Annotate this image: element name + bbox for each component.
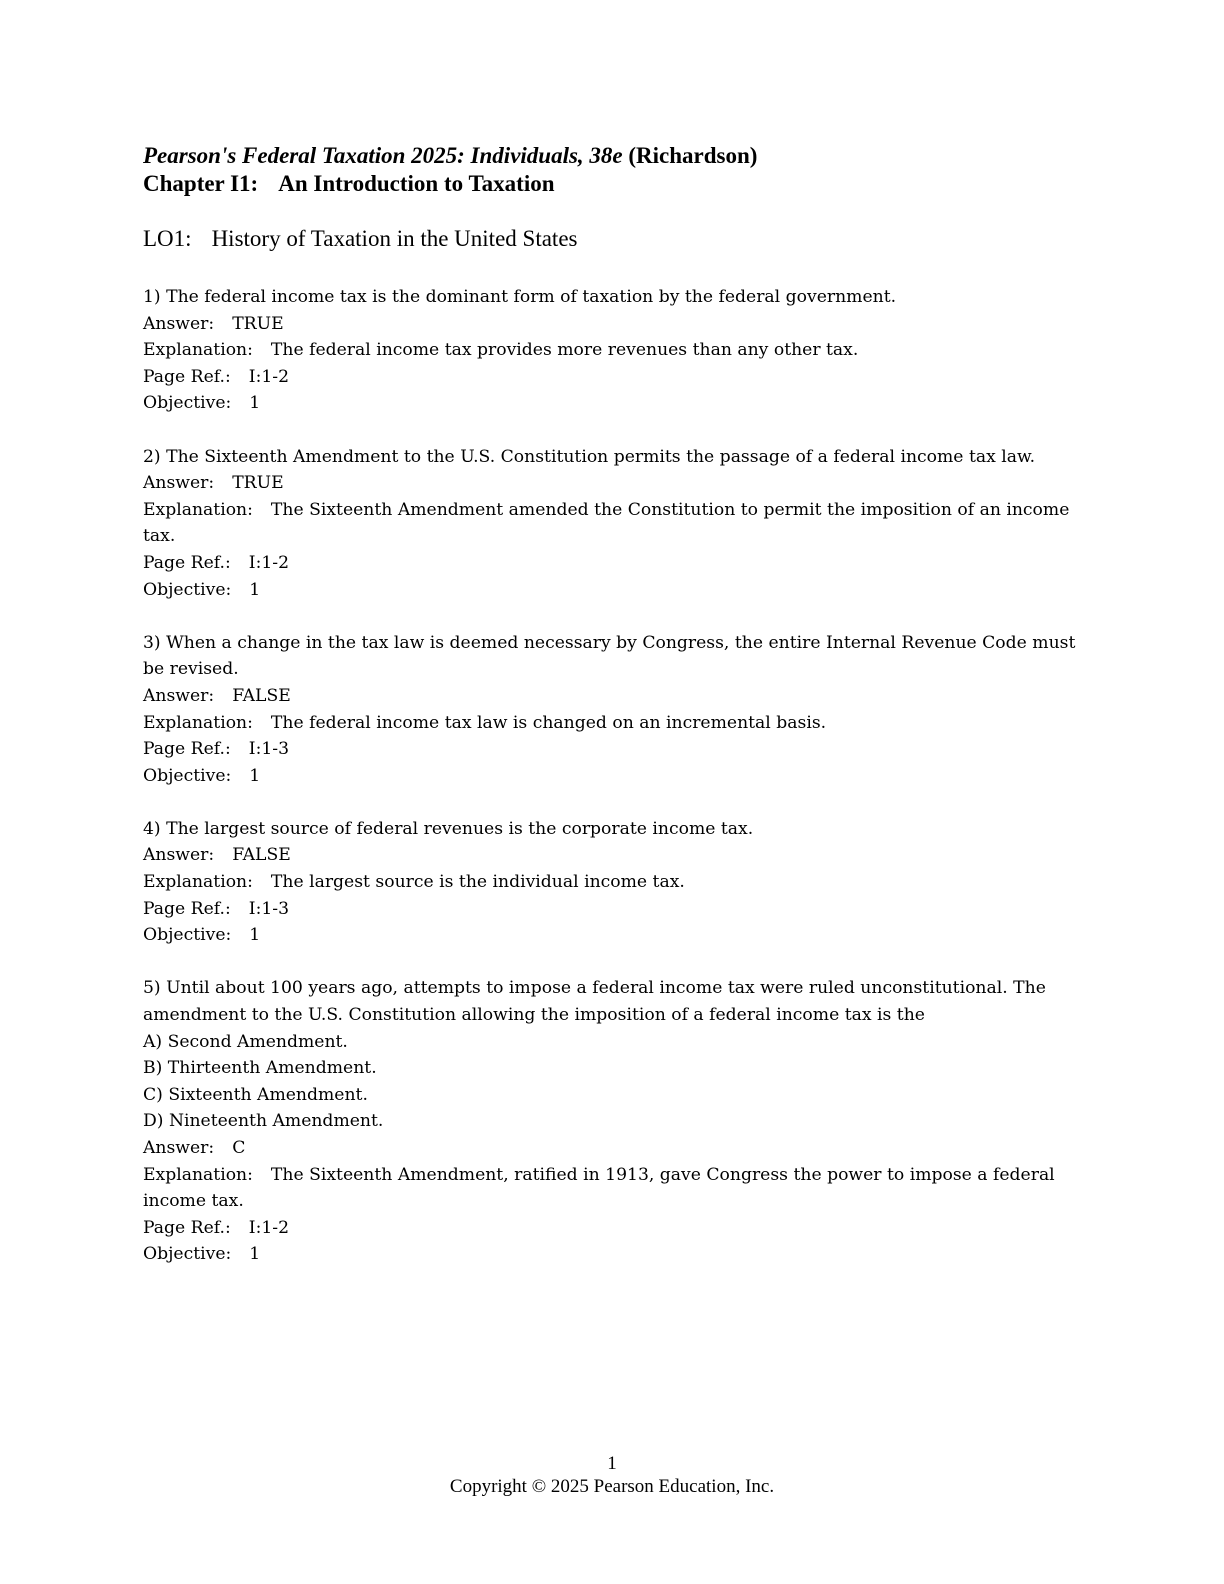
answer-line-label: Answer: — [143, 685, 215, 706]
question-list — [143, 284, 1083, 1268]
answer-line-label: Answer: — [143, 845, 215, 866]
question-stem: 5) Until about 100 years ago, attempts to impose a federal income tax were ruled unconstitutional. The amendment to the U.S. Constitution allowing the imposition of a federal income tax is the — [143, 978, 1046, 1026]
document-page — [143, 142, 1083, 1295]
explanation-line — [143, 497, 1083, 550]
question-stem: 1) The federal income tax is the dominant form of taxation by the federal government. — [143, 287, 897, 307]
page-ref-line — [143, 1215, 1083, 1242]
answer-line — [143, 311, 1083, 338]
lo-title: History of Taxation in the United States — [211, 226, 578, 251]
explanation-line-value: The federal income tax law is changed on an incremental basis. — [270, 712, 827, 733]
page-ref-line-value: I:1-2 — [248, 1217, 290, 1238]
objective-line-label: Objective: — [143, 393, 232, 414]
question-stem: 4) The largest source of federal revenues is the corporate income tax. — [143, 818, 754, 839]
page-ref-line — [143, 550, 1083, 577]
answer-line — [143, 1135, 1083, 1162]
page-ref-line-value: I:1-2 — [248, 366, 290, 387]
explanation-line — [143, 1162, 1083, 1215]
explanation-line-label: Explanation: — [143, 499, 253, 520]
explanation-line-label: Explanation: — [143, 712, 253, 733]
answer-line-value: FALSE — [232, 685, 291, 706]
page-ref-line-value: I:1-3 — [248, 739, 290, 760]
page-ref-line-label: Page Ref.: — [143, 1217, 231, 1238]
explanation-line-value: The federal income tax provides more revenues than any other tax. — [270, 340, 859, 361]
objective-line — [143, 922, 1083, 949]
answer-choice: A) Second Amendment. — [143, 1031, 348, 1052]
question-item — [143, 284, 1083, 417]
answer-choice: C) Sixteenth Amendment. — [143, 1084, 368, 1105]
objective-line-value: 1 — [249, 925, 261, 946]
book-author: (Richardson) — [628, 143, 758, 168]
answer-line — [143, 842, 1083, 869]
objective-line-value: 1 — [249, 765, 261, 786]
book-title — [143, 142, 1083, 170]
explanation-line-value: The Sixteenth Amendment amended the Constitution to permit the imposition of an income tax. — [143, 499, 1070, 547]
lo-label: LO1: — [143, 226, 192, 251]
page-ref-line — [143, 364, 1083, 391]
question-item — [143, 816, 1083, 949]
question-stem: 2) The Sixteenth Amendment to the U.S. Constitution permits the passage of a federal income tax law. — [143, 446, 1036, 467]
objective-line-label: Objective: — [143, 1244, 232, 1265]
question-item — [143, 630, 1083, 790]
explanation-line — [143, 337, 1083, 364]
answer-line-label: Answer: — [143, 473, 215, 494]
objective-line — [143, 390, 1083, 417]
page-ref-line-label: Page Ref.: — [143, 739, 231, 760]
book-title-text: Pearson's Federal Taxation 2025: Individuals, 38e — [143, 143, 623, 168]
answer-line-label: Answer: — [143, 313, 215, 334]
copyright-notice: Copyright © 2025 Pearson Education, Inc. — [449, 1476, 775, 1497]
answer-choice: B) Thirteenth Amendment. — [143, 1058, 377, 1079]
explanation-line-value: The Sixteenth Amendment, ratified in 1913, gave Congress the power to impose a federal income tax. — [143, 1164, 1055, 1212]
explanation-line-label: Explanation: — [143, 340, 253, 361]
answer-choice: D) Nineteenth Amendment. — [143, 1111, 384, 1132]
objective-line — [143, 577, 1083, 604]
objective-line — [143, 1241, 1083, 1268]
objective-line-value: 1 — [249, 1244, 261, 1265]
page-ref-line-label: Page Ref.: — [143, 366, 231, 387]
question-item — [143, 975, 1083, 1268]
objective-line-label: Objective: — [143, 579, 232, 600]
answer-line-value: TRUE — [232, 313, 284, 334]
page-ref-line — [143, 736, 1083, 763]
page-ref-line — [143, 896, 1083, 923]
answer-line-value: C — [232, 1138, 246, 1158]
chapter-title — [143, 170, 1083, 198]
answer-line — [143, 470, 1083, 497]
chapter-name: An Introduction to Taxation — [278, 171, 555, 196]
objective-line-label: Objective: — [143, 765, 232, 786]
explanation-line-label: Explanation: — [143, 1164, 253, 1185]
objective-line-label: Objective: — [143, 925, 232, 946]
explanation-line — [143, 869, 1083, 896]
question-item — [143, 444, 1083, 604]
answer-line-label: Answer: — [143, 1138, 215, 1158]
explanation-line-value: The largest source is the individual income tax. — [270, 872, 685, 893]
page-ref-line-label: Page Ref.: — [143, 898, 231, 919]
objective-line-value: 1 — [249, 393, 261, 414]
page-number: 1 — [607, 1453, 617, 1474]
page-ref-line-value: I:1-2 — [248, 552, 290, 573]
explanation-line-label: Explanation: — [143, 872, 253, 893]
objective-line-value: 1 — [249, 579, 261, 600]
answer-line-value: FALSE — [232, 845, 291, 866]
answer-line — [143, 683, 1083, 710]
question-stem: 3) When a change in the tax law is deemed necessary by Congress, the entire Internal Revenue Code must be revised. — [143, 632, 1076, 680]
page-ref-line-value: I:1-3 — [248, 898, 290, 919]
answer-line-value: TRUE — [232, 473, 284, 494]
learning-objective-heading — [143, 225, 1083, 253]
chapter-label: Chapter I1: — [143, 171, 259, 196]
objective-line — [143, 763, 1083, 790]
explanation-line — [143, 710, 1083, 737]
page-ref-line-label: Page Ref.: — [143, 552, 231, 573]
